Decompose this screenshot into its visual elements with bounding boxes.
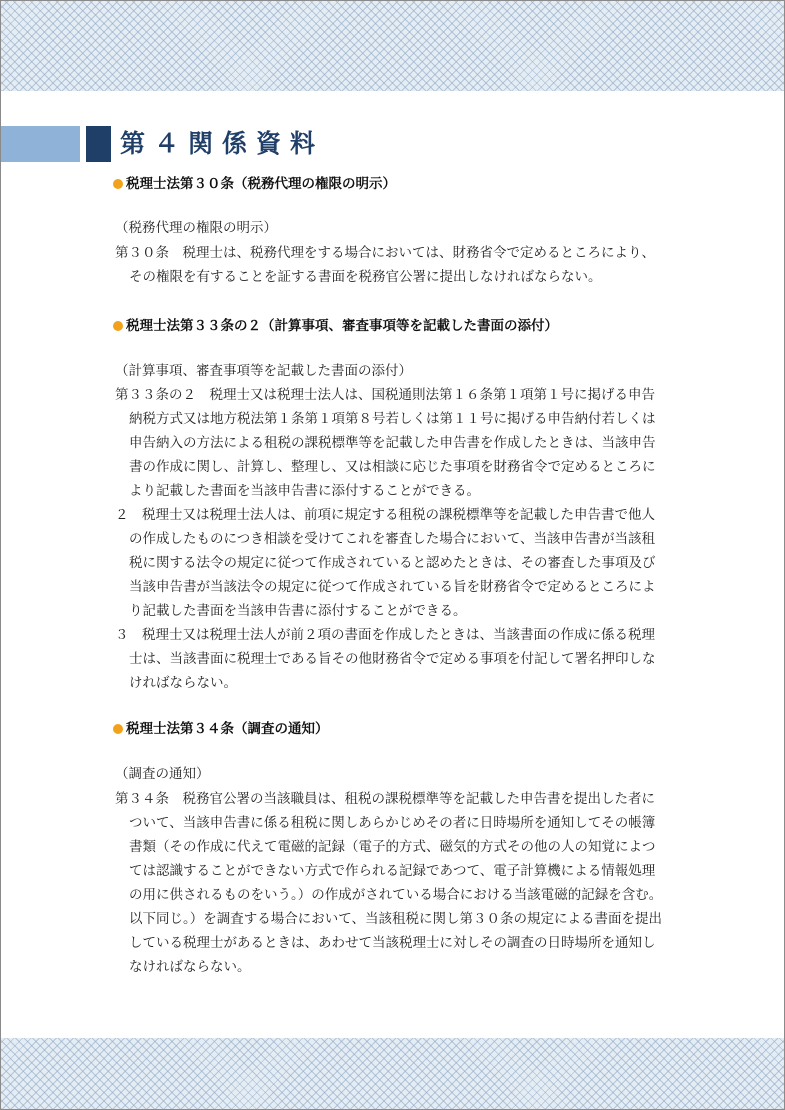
article-line: 第３３条の２ 税理士又は税理士法人は、国税通則法第１６条第１項第１号に掲げる申告 bbox=[115, 387, 655, 403]
article-line: なければならない。 bbox=[129, 959, 251, 975]
article-line: り記載した書面を当該申告書に添付することができる。 bbox=[129, 603, 467, 619]
article-line: 申告納入の方法による租税の課税標準等を記載した申告書を作成したときは、当該申告 bbox=[129, 435, 656, 451]
article-line: その権限を有することを証する書面を税務官公署に提出しなければならない。 bbox=[129, 269, 602, 285]
article-caption: （計算事項、審査事項等を記載した書面の添付） bbox=[115, 363, 412, 379]
article-line: ついて、当該申告書に係る租税に関しあらかじめその者に日時場所を通知してその帳簿 bbox=[129, 815, 656, 831]
article-line: の作成したものにつき相談を受けてこれを審査した場合において、当該申告書が当該租 bbox=[129, 531, 655, 547]
article-line: の用に供されるものをいう。）の作成がされている場合における当該電磁的記録を含む。 bbox=[129, 887, 663, 903]
article-line: ければならない。 bbox=[129, 675, 237, 691]
article-line: 士は、当該書面に税理士である旨その他財務省令で定める事項を付記して署名押印しな bbox=[129, 651, 656, 667]
article-line: 税に関する法令の規定に従つて作成されていると認めたときは、その審査した事項及び bbox=[129, 555, 656, 571]
bullet-icon bbox=[113, 321, 123, 331]
page-title: 第４関係資料 bbox=[120, 129, 325, 158]
article-line: ３ 税理士又は税理士法人が前２項の書面を作成したときは、当該書面の作成に係る税理 bbox=[115, 627, 655, 643]
top-pattern-band bbox=[1, 1, 784, 91]
article-line: 納税方式又は地方税法第１条第１項第８号若しくは第１１号に掲げる申告納付若しくは bbox=[129, 411, 656, 427]
article-line: 以下同じ。）を調査する場合において、当該租税に関し第３０条の規定による書面を提出 bbox=[129, 911, 662, 927]
title-accent-light bbox=[1, 126, 80, 162]
article-line: 書の作成に関し、計算し、整理し、又は相談に応じた事項を財務省令で定めるところに bbox=[129, 459, 656, 475]
article-line: より記載した書面を当該申告書に添付することができる。 bbox=[129, 483, 480, 499]
bottom-pattern-band bbox=[1, 1038, 784, 1109]
bullet-icon bbox=[113, 724, 123, 734]
article-line: ２ 税理士又は税理士法人は、前項に規定する租税の課税標準等を記載した申告書で他人 bbox=[115, 507, 655, 523]
article-line: ては認識することができない方式で作られる記録であつて、電子計算機による情報処理 bbox=[129, 863, 656, 879]
article-line: 第３０条 税理士は、税務代理をする場合においては、財務省令で定めるところにより、 bbox=[115, 245, 655, 261]
article-line: している税理士があるときは、あわせて当該税理士に対しその調査の日時場所を通知し bbox=[129, 935, 656, 951]
title-accent-dark bbox=[86, 126, 111, 162]
section-heading: 税理士法第３０条（税務代理の権限の明示） bbox=[113, 175, 396, 193]
article-caption: （税務代理の権限の明示） bbox=[115, 220, 277, 236]
article-caption: （調査の通知） bbox=[115, 766, 210, 782]
section-heading: 税理士法第３３条の２（計算事項、審査事項等を記載した書面の添付） bbox=[113, 317, 558, 335]
bullet-icon bbox=[113, 179, 123, 189]
article-line: 当該申告書が当該法令の規定に従つて作成されている旨を財務省令で定めるところによ bbox=[129, 579, 656, 595]
section-heading: 税理士法第３４条（調査の通知） bbox=[113, 720, 329, 738]
article-line: 第３４条 税務官公署の当該職員は、租税の課税標準等を記載した申告書を提出した者に bbox=[115, 791, 655, 807]
article-line: 書類（その作成に代えて電磁的記録（電子的方式、磁気的方式その他の人の知覚によつ bbox=[129, 839, 656, 855]
